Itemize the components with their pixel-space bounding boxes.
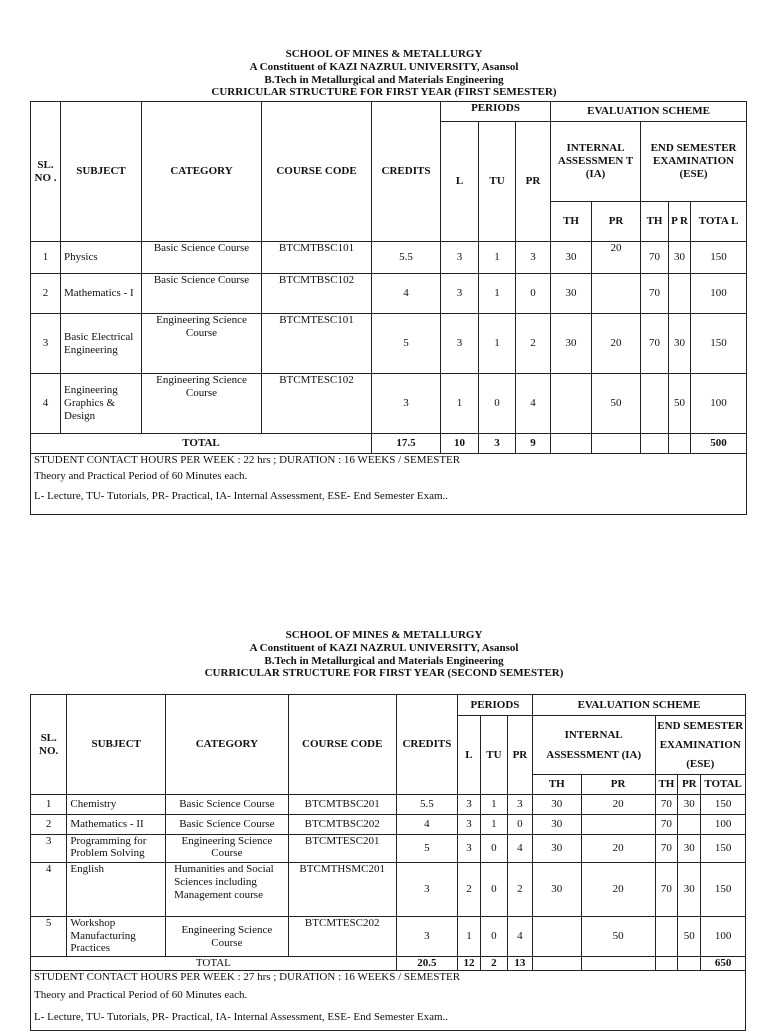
- pr-cell: 4: [507, 835, 532, 863]
- pr-header: PR: [507, 716, 532, 795]
- total-cell: 150: [701, 863, 746, 917]
- total-row: [31, 434, 747, 454]
- sl-cell: 2: [31, 815, 67, 835]
- table-row: [31, 815, 746, 835]
- ese-th-cell: 70: [655, 795, 678, 815]
- abbreviation-note: L- Lecture, TU- Tutorials, PR- Practical, IA- Internal Assessment, ESE- End Semester Exam..: [34, 490, 449, 502]
- total-credits: 17.5: [372, 434, 441, 454]
- structure-title: CURRICULAR STRUCTURE FOR FIRST YEAR (SECOND SEMESTER): [204, 667, 564, 680]
- ese-th-cell: [641, 374, 669, 434]
- ia-pr-cell: 50: [581, 917, 655, 957]
- total-pr: 9: [516, 434, 551, 454]
- empty-cell: [641, 434, 669, 454]
- ia-th-cell: 30: [551, 242, 592, 274]
- tu-cell: 0: [480, 917, 507, 957]
- ese-th-cell: 70: [641, 314, 669, 374]
- total-cell: 150: [691, 242, 747, 274]
- school-name: SCHOOL OF MINES & METALLURGY: [285, 48, 483, 60]
- ia-pr-cell: 20: [592, 242, 641, 274]
- category-header: CATEGORY: [166, 695, 289, 795]
- total-credits: 20.5: [396, 957, 457, 971]
- contact-hours-note: STUDENT CONTACT HOURS PER WEEK : 22 hrs ; DURATION : 16 WEEKS / SEMESTER: [34, 454, 461, 466]
- subject-cell: English: [67, 863, 166, 917]
- ese-th-header: TH: [655, 775, 678, 795]
- l-header: L: [441, 122, 479, 242]
- notes-row: [31, 971, 746, 1031]
- ese-pr-cell: 50: [678, 917, 701, 957]
- ese-th-header: TH: [641, 202, 669, 242]
- tu-cell: 1: [479, 242, 516, 274]
- ia-pr-cell: 20: [581, 795, 655, 815]
- table-row: [31, 242, 747, 274]
- total-header: TOTAL: [701, 775, 746, 795]
- sl-no-header: SL. NO.: [31, 695, 67, 795]
- code-cell: BTCMTBSC202: [288, 815, 396, 835]
- table-row: [31, 835, 746, 863]
- category-cell: Engineering Science Course: [166, 917, 289, 957]
- tu-cell: 0: [480, 863, 507, 917]
- credits-cell: 3: [372, 374, 441, 434]
- credits-cell: 5.5: [372, 242, 441, 274]
- abbreviation-note: L- Lecture, TU- Tutorials, PR- Practical, IA- Internal Assessment, ESE- End Semester Exam..: [34, 1011, 449, 1023]
- structure-title: CURRICULAR STRUCTURE FOR FIRST YEAR (FIRST SEMESTER): [211, 86, 557, 99]
- ia-th-cell: 30: [551, 314, 592, 374]
- empty-cell: [669, 434, 691, 454]
- ese-pr-header: PR: [678, 775, 701, 795]
- tu-cell: 0: [480, 835, 507, 863]
- table-row: [31, 314, 747, 374]
- notes-block: [31, 454, 747, 515]
- ia-pr-cell: 20: [581, 835, 655, 863]
- empty-cell: [655, 957, 678, 971]
- pr-header: PR: [516, 122, 551, 242]
- total-cell: 150: [701, 835, 746, 863]
- sem2-header: [0, 629, 768, 680]
- credits-cell: 4: [372, 274, 441, 314]
- total-label: TOTAL: [31, 434, 372, 454]
- total-cell: 100: [691, 374, 747, 434]
- ese-pr-cell: [669, 274, 691, 314]
- table-row: [31, 917, 746, 957]
- ia-pr-cell: 20: [592, 314, 641, 374]
- l-cell: 3: [441, 274, 479, 314]
- table-row: [31, 374, 747, 434]
- l-cell: 3: [458, 835, 481, 863]
- sl-no-header: SL. NO .: [31, 102, 61, 242]
- period-note: Theory and Practical Period of 60 Minutes each.: [34, 989, 248, 1001]
- pr-cell: 3: [507, 795, 532, 815]
- pr-cell: 2: [516, 314, 551, 374]
- ese-pr-cell: 30: [678, 863, 701, 917]
- total-l: 12: [458, 957, 481, 971]
- l-cell: 1: [458, 917, 481, 957]
- total-header: TOTA L: [691, 202, 747, 242]
- tu-cell: 1: [480, 815, 507, 835]
- total-tu: 2: [480, 957, 507, 971]
- total-tu: 3: [479, 434, 516, 454]
- evaluation-scheme-header: EVALUATION SCHEME: [551, 102, 747, 122]
- code-cell: BTCMTESC101: [262, 314, 372, 374]
- tu-cell: 0: [479, 374, 516, 434]
- internal-assessment-header: INTERNAL ASSESSMEN T (IA): [551, 122, 641, 202]
- sl-cell: 1: [31, 795, 67, 815]
- ese-pr-cell: [678, 815, 701, 835]
- tu-header: TU: [479, 122, 516, 242]
- credits-cell: 5: [372, 314, 441, 374]
- l-cell: 3: [441, 314, 479, 374]
- empty-cell: [592, 434, 641, 454]
- code-cell: BTCMTBSC101: [262, 242, 372, 274]
- code-cell: BTCMTBSC201: [288, 795, 396, 815]
- ia-pr-cell: 20: [581, 863, 655, 917]
- ia-th-cell: 30: [532, 795, 581, 815]
- ese-pr-cell: 50: [669, 374, 691, 434]
- ese-th-cell: 70: [655, 863, 678, 917]
- ese-pr-header: P R: [669, 202, 691, 242]
- category-cell: Humanities and Social Sciences including Management course: [166, 863, 289, 917]
- ia-th-header: TH: [551, 202, 592, 242]
- credits-cell: 5: [396, 835, 457, 863]
- course-code-header: COURSE CODE: [288, 695, 396, 795]
- ese-th-cell: 70: [655, 835, 678, 863]
- empty-cell: [532, 957, 581, 971]
- table-row: [31, 795, 746, 815]
- university-line: A Constituent of KAZI NAZRUL UNIVERSITY, Asansol: [249, 60, 519, 73]
- subject-cell: Chemistry: [67, 795, 166, 815]
- subject-header: SUBJECT: [61, 102, 142, 242]
- program-line: B.Tech in Metallurgical and Materials Engineering: [264, 73, 504, 86]
- ese-header: END SEMESTER EXAMINATION (ESE): [641, 122, 747, 202]
- internal-assessment-header: INTERNAL ASSESSMENT (IA): [532, 716, 655, 775]
- l-cell: 2: [458, 863, 481, 917]
- category-cell: Engineering Science Course: [142, 374, 262, 434]
- credits-header: CREDITS: [372, 102, 441, 242]
- tu-cell: 1: [480, 795, 507, 815]
- periods-header: PERIODS: [458, 695, 533, 716]
- total-l: 10: [441, 434, 479, 454]
- ese-pr-cell: 30: [678, 835, 701, 863]
- sl-cell: 3: [31, 314, 61, 374]
- credits-header: CREDITS: [396, 695, 457, 795]
- ia-pr-cell: [592, 274, 641, 314]
- ia-pr-header: PR: [592, 202, 641, 242]
- tu-cell: 1: [479, 274, 516, 314]
- empty-cell: [678, 957, 701, 971]
- subject-cell: Engineering Graphics & Design: [61, 374, 142, 434]
- code-cell: BTCMTESC201: [288, 835, 396, 863]
- ese-th-cell: [655, 917, 678, 957]
- pr-cell: 4: [507, 917, 532, 957]
- subject-cell: Workshop Manufacturing Practices: [67, 917, 166, 957]
- ese-th-cell: 70: [641, 242, 669, 274]
- empty-cell: [581, 957, 655, 971]
- total-cell: 150: [701, 795, 746, 815]
- sl-cell: 2: [31, 274, 61, 314]
- l-cell: 1: [441, 374, 479, 434]
- table-row: [31, 863, 746, 917]
- category-cell: Basic Science Course: [166, 815, 289, 835]
- subject-cell: Programming for Problem Solving: [67, 835, 166, 863]
- ia-th-cell: [551, 374, 592, 434]
- pr-cell: 0: [516, 274, 551, 314]
- l-cell: 3: [458, 815, 481, 835]
- l-header: L: [458, 716, 481, 795]
- school-name: SCHOOL OF MINES & METALLURGY: [285, 629, 483, 641]
- program-line: B.Tech in Metallurgical and Materials Engineering: [264, 654, 504, 667]
- sl-cell: 3: [31, 835, 67, 863]
- table-row: [31, 274, 747, 314]
- subject-cell: Physics: [61, 242, 142, 274]
- credits-cell: 3: [396, 917, 457, 957]
- ese-pr-cell: 30: [669, 314, 691, 374]
- ia-th-cell: 30: [551, 274, 592, 314]
- empty-cell: [551, 434, 592, 454]
- subject-cell: Mathematics - I: [61, 274, 142, 314]
- total-marks: 650: [701, 957, 746, 971]
- credits-cell: 4: [396, 815, 457, 835]
- total-row: [31, 957, 746, 971]
- ia-th-cell: 30: [532, 815, 581, 835]
- ia-pr-cell: [581, 815, 655, 835]
- sem2-curriculum-table: [30, 694, 746, 1031]
- sem1-header: [0, 48, 768, 99]
- l-cell: 3: [441, 242, 479, 274]
- course-code-header: COURSE CODE: [262, 102, 372, 242]
- total-marks: 500: [691, 434, 747, 454]
- credits-cell: 5.5: [396, 795, 457, 815]
- code-cell: BTCMTESC202: [288, 917, 396, 957]
- ese-th-cell: 70: [641, 274, 669, 314]
- ia-th-cell: 30: [532, 835, 581, 863]
- evaluation-scheme-header: EVALUATION SCHEME: [532, 695, 745, 716]
- total-cell: 100: [701, 815, 746, 835]
- ia-th-header: TH: [532, 775, 581, 795]
- notes-block: [31, 971, 746, 1031]
- total-cell: 100: [701, 917, 746, 957]
- sem1-curriculum-table: [30, 101, 747, 515]
- total-pr: 13: [507, 957, 532, 971]
- tu-cell: 1: [479, 314, 516, 374]
- code-cell: BTCMTHSMC201: [288, 863, 396, 917]
- total-cell: 100: [691, 274, 747, 314]
- total-label: TOTAL: [31, 957, 397, 971]
- subject-cell: Mathematics - II: [67, 815, 166, 835]
- sl-cell: 4: [31, 863, 67, 917]
- sl-cell: 1: [31, 242, 61, 274]
- ia-pr-header: PR: [581, 775, 655, 795]
- pr-cell: 3: [516, 242, 551, 274]
- credits-cell: 3: [396, 863, 457, 917]
- category-header: CATEGORY: [142, 102, 262, 242]
- ese-pr-cell: 30: [678, 795, 701, 815]
- ese-pr-cell: 30: [669, 242, 691, 274]
- subject-cell: Basic Electrical Engineering: [61, 314, 142, 374]
- tu-header: TU: [480, 716, 507, 795]
- pr-cell: 4: [516, 374, 551, 434]
- category-cell: Engineering Science Course: [166, 835, 289, 863]
- periods-header: PERIODS: [441, 102, 551, 122]
- period-note: Theory and Practical Period of 60 Minutes each.: [34, 470, 248, 482]
- pr-cell: 0: [507, 815, 532, 835]
- sl-cell: 4: [31, 374, 61, 434]
- contact-hours-note: STUDENT CONTACT HOURS PER WEEK : 27 hrs ; DURATION : 16 WEEKS / SEMESTER: [34, 971, 461, 983]
- subject-header: SUBJECT: [67, 695, 166, 795]
- sl-cell: 5: [31, 917, 67, 957]
- ia-th-cell: [532, 917, 581, 957]
- pr-cell: 2: [507, 863, 532, 917]
- category-cell: Basic Science Course: [142, 274, 262, 314]
- notes-row: [31, 454, 747, 515]
- ia-th-cell: 30: [532, 863, 581, 917]
- university-line: A Constituent of KAZI NAZRUL UNIVERSITY, Asansol: [249, 641, 519, 654]
- ese-th-cell: 70: [655, 815, 678, 835]
- category-cell: Basic Science Course: [166, 795, 289, 815]
- code-cell: BTCMTBSC102: [262, 274, 372, 314]
- ese-header: END SEMESTER EXAMINATION (ESE): [655, 716, 746, 775]
- category-cell: Basic Science Course: [142, 242, 262, 274]
- code-cell: BTCMTESC102: [262, 374, 372, 434]
- ia-pr-cell: 50: [592, 374, 641, 434]
- l-cell: 3: [458, 795, 481, 815]
- category-cell: Engineering Science Course: [142, 314, 262, 374]
- total-cell: 150: [691, 314, 747, 374]
